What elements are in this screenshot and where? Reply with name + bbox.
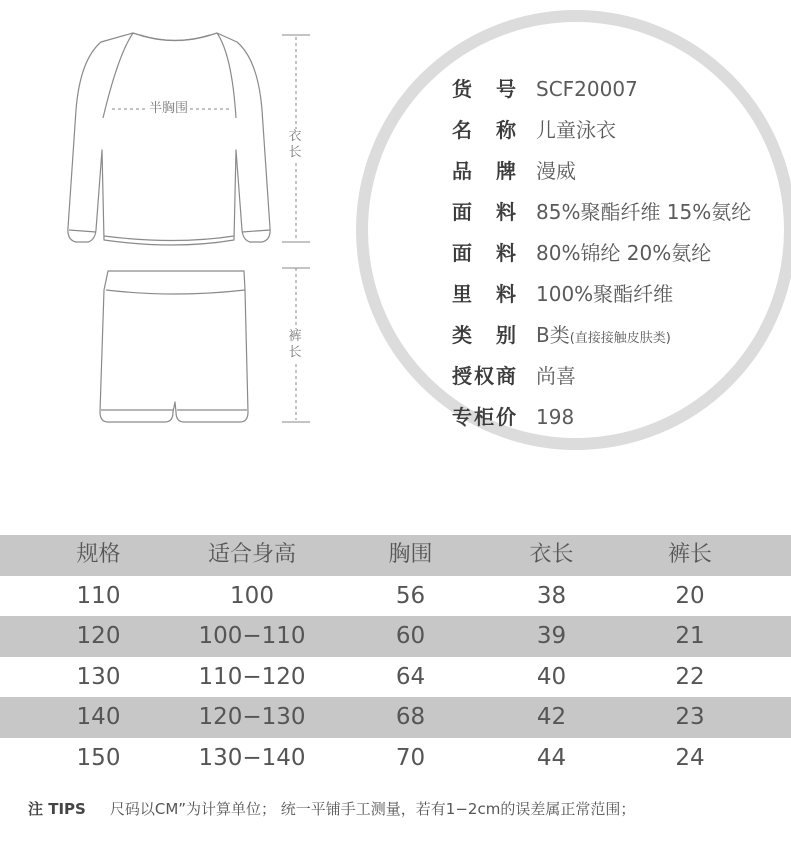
table-cell: 44 [536,744,567,771]
table-header-row [0,535,791,576]
swim-top-outline [68,33,270,245]
info-value: 漫威 [536,159,576,183]
info-label: 名称 [452,118,516,142]
garment-size-diagram [0,0,360,440]
info-label: 品牌 [452,159,516,183]
info-label: 货号 [452,77,516,101]
table-row [0,576,791,617]
table-cell: 70 [395,744,426,771]
table-cell: 68 [395,704,426,731]
info-row-fabric-2 [452,236,751,277]
table-cell: 110 [76,582,121,609]
info-value: 80%锦纶 20%氨纶 [536,241,712,265]
info-row-category [452,318,751,359]
size-tips-note [28,798,635,819]
info-value: 尚喜 [536,364,576,388]
table-cell: 120 [76,623,121,650]
info-value: SCF20007 [536,77,638,101]
table-cell: 60 [395,623,426,650]
info-value: 100%聚酯纤维 [536,282,674,306]
info-label: 面料 [452,241,516,265]
swim-shorts-outline [100,271,248,422]
tips-label: 注 TIPS [28,800,86,818]
table-cell: 56 [395,582,426,609]
table-row [0,616,791,657]
info-row-fabric-1 [452,195,751,236]
table-cell: 100 [230,582,274,609]
info-label: 授权商 [452,364,516,388]
info-row-brand [452,154,751,195]
table-cell: 42 [536,704,567,731]
table-cell: 40 [536,663,567,690]
table-cell: 120−130 [198,704,306,731]
column-header-pants-length: 裤长 [667,542,712,568]
table-row [0,738,791,779]
table-cell: 38 [536,582,567,609]
pants-length-label: 裤长 [288,329,302,360]
table-cell: 39 [536,623,567,650]
table-cell: 130 [76,663,121,690]
size-chart-table [0,535,791,778]
table-cell: 110−120 [198,663,306,690]
table-cell: 22 [675,663,705,690]
table-cell: 21 [675,623,705,650]
column-header-size: 规格 [76,542,121,568]
product-info-list [452,72,751,441]
info-value: 儿童泳衣 [536,118,616,142]
info-value: 85%聚酯纤维 15%氨纶 [536,200,752,224]
table-cell: 20 [675,582,705,609]
table-cell: 24 [675,744,705,771]
table-cell: 100−110 [198,623,306,650]
chest-width-label: 半胸围 [149,101,189,116]
tips-text: 尺码以CM”为计算单位； 统一平铺手工测量，若有1−2cm的误差属正常范围； [109,800,636,818]
info-value: B类(直接接触皮肤类) [536,323,671,347]
info-row-item-number [452,72,751,113]
table-row [0,657,791,698]
info-label: 里料 [452,282,516,306]
info-row-retail-price [452,400,751,441]
info-label: 专柜价 [452,405,516,429]
info-row-lining [452,277,751,318]
info-row-licensor [452,359,751,400]
table-cell: 130−140 [198,744,306,771]
column-header-height: 适合身高 [207,542,296,568]
table-cell: 150 [76,744,121,771]
info-value: 198 [536,405,575,429]
table-cell: 140 [76,704,121,731]
table-cell: 64 [395,663,426,690]
column-header-top-length: 衣长 [529,542,574,568]
info-label: 面料 [452,200,516,224]
table-cell: 23 [675,704,705,731]
info-label: 类别 [452,323,516,347]
info-row-name [452,113,751,154]
top-length-label: 衣长 [288,129,302,160]
table-row [0,697,791,738]
column-header-chest: 胸围 [388,542,433,568]
